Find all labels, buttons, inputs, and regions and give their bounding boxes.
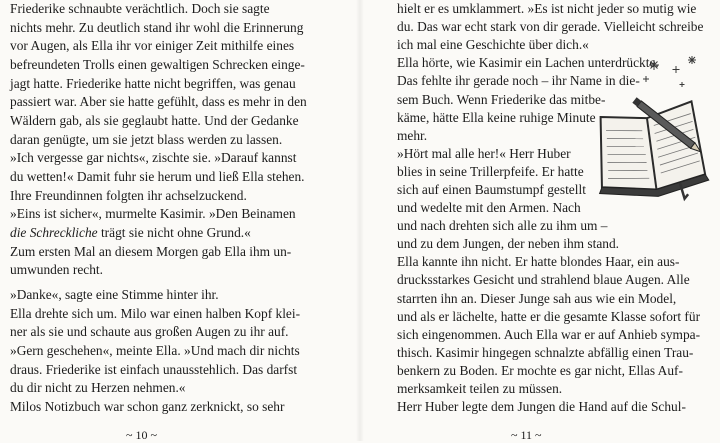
text-line: daran genügte, um sie jetzt blass werden zu lassen.	[10, 131, 283, 147]
text-line: starrten ihn an. Dieser Junge sah aus wie ein Model,	[397, 290, 677, 306]
text-line: befreundeten Trolls einen gewaltigen Schrecken einge-	[10, 57, 305, 72]
text-line: ich mal eine Geschichte über dich.«	[397, 37, 589, 53]
text-line: und zu dem Jungen, der neben ihm stand.	[397, 236, 620, 252]
text-line: nichts mehr. Zu deutlich stand ihr wohl die Erinnerung	[10, 19, 304, 35]
text-line: blies in seine Trillerpfeife. Er hatte	[397, 163, 584, 179]
text-line: Zum ersten Mal an diesem Morgen gab Ella ihm un-	[10, 243, 292, 259]
left-page	[0, 0, 360, 441]
italic-phrase: die Schreckliche	[10, 224, 98, 240]
text-line: »Gern geschehen«, meinte Ella. »Und mach dir nichts	[10, 343, 300, 358]
text-line: merksamkeit teilen zu müssen.	[397, 380, 563, 396]
text-line: Ella drehte sich um. Milo war einen halben Kopf klei-	[10, 305, 301, 321]
text-line: »Danke«, sagte eine Stimme hinter ihr.	[10, 287, 219, 303]
text-line: draus. Friederike ist einfach unausstehlich. Das darfst	[10, 361, 298, 377]
open-notebook-icon	[584, 52, 716, 202]
text-line: Friederike schnaubte verächtlich. Doch sie sagte	[10, 1, 270, 16]
text-line: passiert war. Aber sie hatte gefühlt, dass es mehr in den	[10, 94, 307, 110]
text-line: Das fehlte ihr gerade noch – ihr Name in die-	[397, 73, 640, 89]
text-line: Ella hörte, wie Kasimir ein Lachen unterdrückte.	[397, 55, 659, 71]
text-line: und als er lächelte, hatte er die gesamte Klasse sofort für	[397, 308, 701, 324]
text-line: thisch. Kasimir hingegen schnalzte abfällig einen Trau-	[397, 344, 694, 360]
notebook-illustration	[584, 52, 716, 202]
text-line: und nach drehten sich alle zu ihm um –	[397, 218, 608, 234]
text-line: benkern zu Boden. Er mochte es gar nicht, Ellas Auf-	[397, 362, 683, 378]
text-line: ner als sie und schaute aus großen Augen zu ihr auf.	[10, 324, 289, 340]
text-line: sem Buch. Wenn Friederike das mitbe-	[397, 91, 606, 107]
text-line: Milos Notizbuch war schon ganz zerknickt, so sehr	[10, 399, 285, 414]
page-number-left: ~ 10 ~	[126, 428, 157, 442]
text-line: sich eingenommen. Auch Ella war er auf Anhieb sympa-	[397, 326, 701, 342]
text-line: umwunden recht.	[10, 262, 103, 278]
text-line: käme, hätte Ella keine ruhige Minute	[397, 109, 596, 125]
text-line: »Hört mal alle her!« Herr Huber	[397, 145, 571, 161]
text-line: sich auf einen Baumstumpf gestellt	[397, 181, 586, 197]
text-line: Ihre Freundinnen folgten ihr achselzuckend.	[10, 187, 247, 203]
text-line: Wäldern gab, als sie geglaubt hatte. Und der Gedanke	[10, 112, 299, 128]
text-line: Herr Huber legte dem Jungen die Hand auf die Schul-	[397, 399, 686, 414]
text-line: drucksstarkes Gesicht und strahlend blaue Augen. Alle	[397, 272, 690, 288]
right-page	[360, 0, 720, 441]
text-line: mehr.	[397, 127, 428, 143]
text-line: hielt er es umklammert. »Es ist nicht jeder so mutig wie	[397, 1, 697, 16]
text-line: »Eins ist sicher«, murmelte Kasimir. »Den Beinamen	[10, 206, 296, 222]
text-line: vor Augen, als Ella ihr vor einiger Zeit mithilfe eines	[10, 38, 295, 54]
text-line: »Ich vergesse gar nichts«, zischte sie. »Darauf kannst	[10, 150, 297, 166]
text-line: du dir nicht zu Herzen nehmen.«	[10, 380, 186, 396]
text-line-with-italic: die Schreckliche trägt sie nicht ohne Grund.«	[10, 224, 251, 240]
text-line: Ella kannte ihn nicht. Er hatte blondes Haar, ein aus-	[397, 254, 680, 270]
text-line: du. Das war echt stark von dir gerade. Vielleicht schreibe	[397, 19, 704, 35]
text-line: du wetten!« Damit fuhr sie herum und ließ Ella stehen.	[10, 168, 305, 184]
text-line: und wedelte mit den Armen. Nach	[397, 200, 581, 215]
page-number-right: ~ 11 ~	[511, 428, 542, 442]
text-line: jagt hatte. Friederike hatte nicht begriffen, was genau	[10, 75, 296, 91]
